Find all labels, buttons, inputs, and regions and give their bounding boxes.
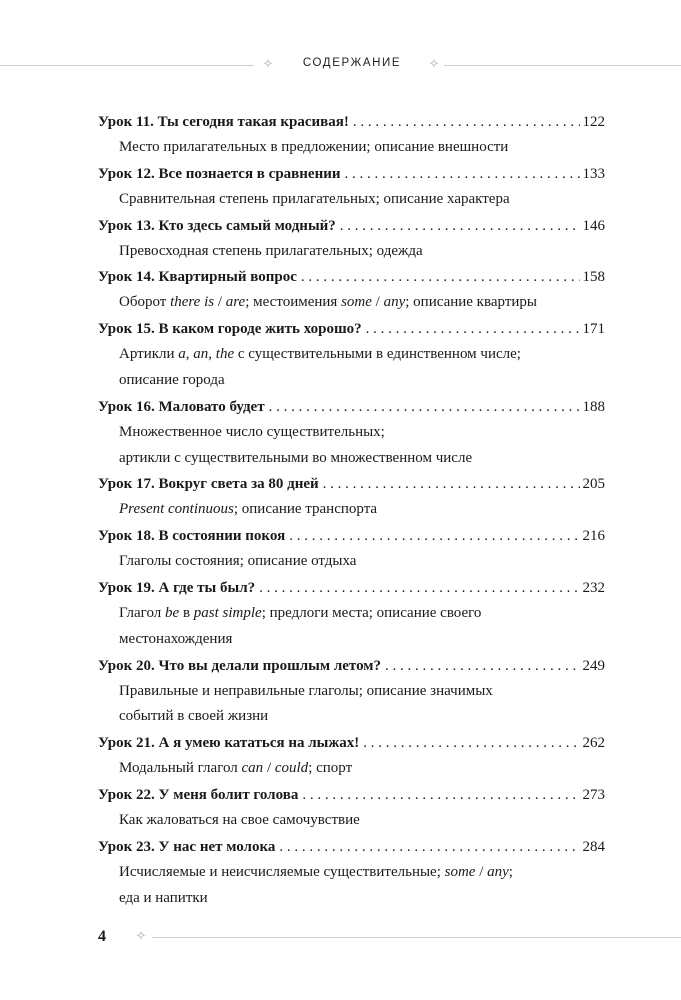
lesson-heading[interactable]: [98, 109, 605, 135]
description-text: Модальный глагол: [119, 760, 242, 777]
lesson-title: Урок 11. Ты сегодня такая красивая!: [98, 114, 349, 130]
lesson-title: Урок 19. А где ты был?: [98, 579, 256, 596]
description-text: еда и напитки: [119, 889, 208, 906]
dot-leader: [323, 471, 580, 497]
toc-entry: [98, 471, 605, 523]
lesson-title: Урок 22. У меня болит голова: [98, 786, 299, 803]
lesson-title: Урок 18. В состоянии покоя: [98, 528, 286, 545]
italic-term: Present continuous: [119, 501, 234, 518]
description-text: Оборот: [119, 294, 171, 311]
italic-term: can: [241, 760, 264, 777]
description-line: [119, 135, 605, 161]
toc-entry: [98, 264, 605, 316]
dot-leader: [340, 213, 580, 239]
diamond-ornament-icon: ✧: [262, 57, 274, 72]
lesson-heading[interactable]: [98, 316, 605, 342]
italic-term: an: [193, 346, 209, 363]
lesson-description: [98, 860, 605, 912]
description-line: [119, 886, 605, 912]
description-line: [119, 679, 605, 705]
section-title: СОДЕРЖАНИЕ: [302, 57, 402, 69]
diamond-ornament-icon: ✧: [428, 57, 440, 72]
description-line: [119, 860, 605, 886]
lesson-heading[interactable]: [98, 575, 605, 601]
description-text: Множественное число существительных;: [119, 423, 385, 440]
description-text: /: [214, 294, 226, 311]
toc-entry: [98, 653, 605, 731]
lesson-heading[interactable]: [98, 782, 605, 808]
dot-leader: [353, 109, 580, 135]
toc-entry: [98, 213, 605, 265]
dot-leader: [385, 653, 579, 679]
lesson-description: [98, 549, 605, 575]
dot-leader: [301, 264, 580, 290]
lesson-heading[interactable]: [98, 161, 605, 187]
lesson-page-number: 205: [582, 476, 605, 493]
lesson-title: Урок 15. В каком городе жить хорошо?: [98, 321, 362, 338]
diamond-ornament-icon: ✧: [135, 929, 147, 944]
toc-entry: [98, 161, 605, 213]
italic-term: be: [165, 604, 180, 621]
description-line: [119, 290, 605, 316]
toc-entry: [98, 316, 605, 394]
dot-leader: [345, 161, 580, 187]
description-text: ; описание квартиры: [405, 294, 537, 311]
lesson-page-number: 273: [582, 786, 605, 803]
description-text: ; местоимения: [245, 294, 342, 311]
dot-leader: [366, 316, 580, 342]
description-line: [119, 446, 605, 472]
description-text: ; спорт: [308, 760, 353, 777]
toc-entry: [98, 109, 605, 161]
lesson-page-number: 284: [582, 838, 605, 855]
lesson-description: [98, 756, 605, 782]
lesson-description: [98, 135, 605, 161]
description-text: Превосходная степень прилагательных; одежда: [119, 242, 423, 259]
description-text: Артикли: [119, 346, 179, 363]
description-line: [119, 627, 605, 653]
lesson-description: [98, 187, 605, 213]
lesson-page-number: 122: [582, 114, 605, 130]
description-text: ,: [208, 346, 216, 363]
italic-term: past simple: [193, 604, 262, 621]
header-rule-left: [0, 65, 254, 66]
description-text: Сравнительная степень прилагательных; описание характера: [119, 190, 510, 207]
toc-entry: [98, 730, 605, 782]
lesson-description: [98, 679, 605, 731]
description-text: ,: [185, 346, 194, 363]
toc-entry: [98, 834, 605, 912]
lesson-title: Урок 14. Квартирный вопрос: [98, 269, 297, 286]
dot-leader: [269, 394, 580, 420]
lesson-page-number: 158: [582, 269, 605, 286]
lesson-description: [98, 290, 605, 316]
description-line: [119, 549, 605, 575]
description-text: Как жаловаться на свое самочувствие: [119, 811, 360, 828]
description-text: Глаголы состояния; описание отдыха: [119, 553, 357, 570]
lesson-page-number: 216: [582, 528, 605, 545]
description-text: /: [371, 294, 384, 311]
description-text: /: [475, 863, 488, 880]
italic-term: some: [444, 863, 476, 880]
description-text: Глагол: [119, 604, 166, 621]
lesson-heading[interactable]: [98, 213, 605, 239]
description-text: Исчисляемые и неисчисляемые существительные;: [119, 863, 445, 880]
description-text: артикли с существительными во множественном числе: [119, 449, 473, 466]
description-line: [119, 808, 605, 834]
dot-leader: [289, 523, 579, 549]
dot-leader: [302, 782, 579, 808]
description-line: [119, 704, 605, 730]
description-line: [119, 239, 605, 265]
italic-term: could: [274, 760, 309, 777]
description-line: [119, 187, 605, 213]
toc-entry: [98, 394, 605, 472]
lesson-title: Урок 20. Что вы делали прошлым летом?: [98, 657, 382, 674]
lesson-description: [98, 342, 605, 394]
description-line: [119, 368, 605, 394]
running-footer: [0, 928, 681, 948]
description-line: [119, 601, 605, 627]
italic-term: there is: [170, 294, 215, 311]
italic-term: any: [487, 863, 509, 880]
lesson-title: Урок 21. А я умею кататься на лыжах!: [98, 735, 360, 752]
table-of-contents: [98, 109, 605, 911]
lesson-page-number: 133: [582, 165, 605, 182]
running-header: [0, 56, 681, 76]
lesson-heading[interactable]: [98, 834, 605, 860]
italic-term: are: [225, 294, 246, 311]
lesson-page-number: 188: [582, 398, 605, 415]
lesson-page-number: 146: [582, 217, 605, 234]
toc-entry: [98, 575, 605, 653]
italic-term: the: [215, 346, 235, 363]
lesson-description: [98, 601, 605, 653]
description-text: ;: [508, 863, 513, 880]
description-line: [119, 420, 605, 446]
lesson-heading[interactable]: [98, 653, 605, 679]
description-line: [119, 342, 605, 368]
lesson-title: Урок 17. Вокруг света за 80 дней: [98, 476, 319, 493]
toc-entry: [98, 523, 605, 575]
lesson-heading[interactable]: [98, 730, 605, 756]
lesson-heading[interactable]: [98, 264, 605, 290]
lesson-heading[interactable]: [98, 523, 605, 549]
lesson-page-number: 171: [582, 321, 605, 338]
description-text: в: [179, 604, 194, 621]
footer-rule: [152, 937, 681, 938]
lesson-page-number: 249: [582, 657, 605, 674]
description-text: ; предлоги места; описание своего: [261, 604, 482, 621]
lesson-title: Урок 23. У нас нет молока: [98, 838, 276, 855]
description-line: [119, 497, 605, 523]
italic-term: some: [341, 294, 372, 311]
italic-term: any: [383, 294, 406, 311]
description-text: с существительными в единственном числе;: [234, 346, 521, 363]
description-text: событий в своей жизни: [119, 708, 269, 725]
dot-leader: [259, 575, 579, 601]
description-text: /: [263, 760, 275, 777]
lesson-page-number: 232: [582, 579, 605, 596]
description-line: [119, 756, 605, 782]
lesson-heading[interactable]: [98, 471, 605, 497]
lesson-heading[interactable]: [98, 394, 605, 420]
description-text: Правильные и неправильные глаголы; описание значимых: [119, 682, 493, 699]
toc-entry: [98, 782, 605, 834]
dot-leader: [363, 730, 579, 756]
header-rule-right: [444, 65, 681, 66]
lesson-description: [98, 239, 605, 265]
description-text: Место прилагательных в предложении; описание внешности: [119, 139, 509, 155]
dot-leader: [279, 834, 579, 860]
lesson-title: Урок 12. Все познается в сравнении: [98, 165, 341, 182]
lesson-description: [98, 808, 605, 834]
lesson-description: [98, 497, 605, 523]
lesson-description: [98, 420, 605, 472]
description-text: местонахождения: [119, 630, 233, 647]
description-text: ; описание транспорта: [233, 501, 378, 518]
lesson-page-number: 262: [582, 735, 605, 752]
lesson-title: Урок 16. Маловато будет: [98, 398, 265, 415]
page-number: 4: [98, 928, 106, 945]
description-text: описание города: [119, 371, 225, 388]
lesson-title: Урок 13. Кто здесь самый модный?: [98, 217, 336, 234]
italic-term: a: [178, 346, 186, 363]
